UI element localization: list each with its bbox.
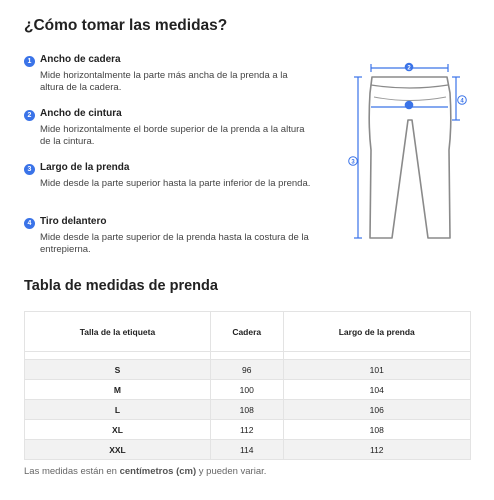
step-description: Mide horizontalmente el borde superior de la prenda a la altura de la cintura. (40, 124, 305, 147)
table-title: Tabla de medidas de prenda (24, 278, 218, 294)
column-header-length: Largo de la prenda (283, 312, 470, 352)
footnote (24, 466, 266, 477)
column-header-size: Talla de la etiqueta (25, 312, 211, 352)
table-row (25, 400, 471, 420)
marker-label-3: 3 (351, 159, 355, 166)
hip-cell: 108 (210, 400, 283, 420)
step-number-badge: 1 (24, 56, 35, 67)
hip-cell: 114 (210, 440, 283, 460)
size-cell: XL (25, 420, 211, 440)
step-title: Tiro delantero (40, 216, 107, 227)
table-row (25, 420, 471, 440)
step-waist-width (24, 108, 314, 162)
footnote-unit: centímetros (cm) (119, 466, 197, 477)
table-header-row (25, 312, 471, 352)
step-title: Ancho de cintura (40, 108, 122, 119)
footnote-prefix: Las medidas están en (24, 466, 120, 477)
hip-cell: 96 (210, 360, 283, 380)
hip-cell: 112 (210, 420, 283, 440)
table-row (25, 440, 471, 460)
step-hip-width (24, 54, 314, 108)
footnote-suffix: y pueden variar. (196, 466, 267, 477)
step-number-badge: 4 (24, 218, 35, 229)
step-title: Largo de la prenda (40, 162, 130, 173)
page-title: ¿Cómo tomar las medidas? (24, 17, 228, 34)
table-row (25, 360, 471, 380)
length-cell: 108 (283, 420, 470, 440)
step-number-badge: 3 (24, 164, 35, 175)
length-cell: 101 (283, 360, 470, 380)
step-description: Mide horizontalmente la parte más ancha de la prenda a la altura de la cadera. (40, 70, 288, 93)
hip-cell: 100 (210, 380, 283, 400)
size-chart-table (24, 311, 471, 460)
step-number-badge: 2 (24, 110, 35, 121)
marker-label-1: 1 (407, 103, 411, 110)
length-cell: 112 (283, 440, 470, 460)
size-cell: XXL (25, 440, 211, 460)
step-description: Mide desde la parte superior hasta la parte inferior de la prenda. (40, 178, 311, 189)
measurement-steps (24, 54, 314, 270)
pants-illustration (340, 55, 475, 250)
table-row (25, 380, 471, 400)
marker-label-2: 2 (407, 65, 411, 72)
column-header-hip: Cadera (210, 312, 283, 352)
step-garment-length (24, 162, 314, 216)
length-cell: 106 (283, 400, 470, 420)
length-cell: 104 (283, 380, 470, 400)
marker-label-4: 4 (460, 98, 464, 105)
step-title: Ancho de cadera (40, 54, 121, 65)
step-front-rise (24, 216, 314, 270)
size-cell: M (25, 380, 211, 400)
size-cell: S (25, 360, 211, 380)
pants-diagram (340, 55, 475, 250)
size-cell: L (25, 400, 211, 420)
step-description: Mide desde la parte superior de la prenda hasta la costura de la entrepierna. (40, 232, 309, 255)
